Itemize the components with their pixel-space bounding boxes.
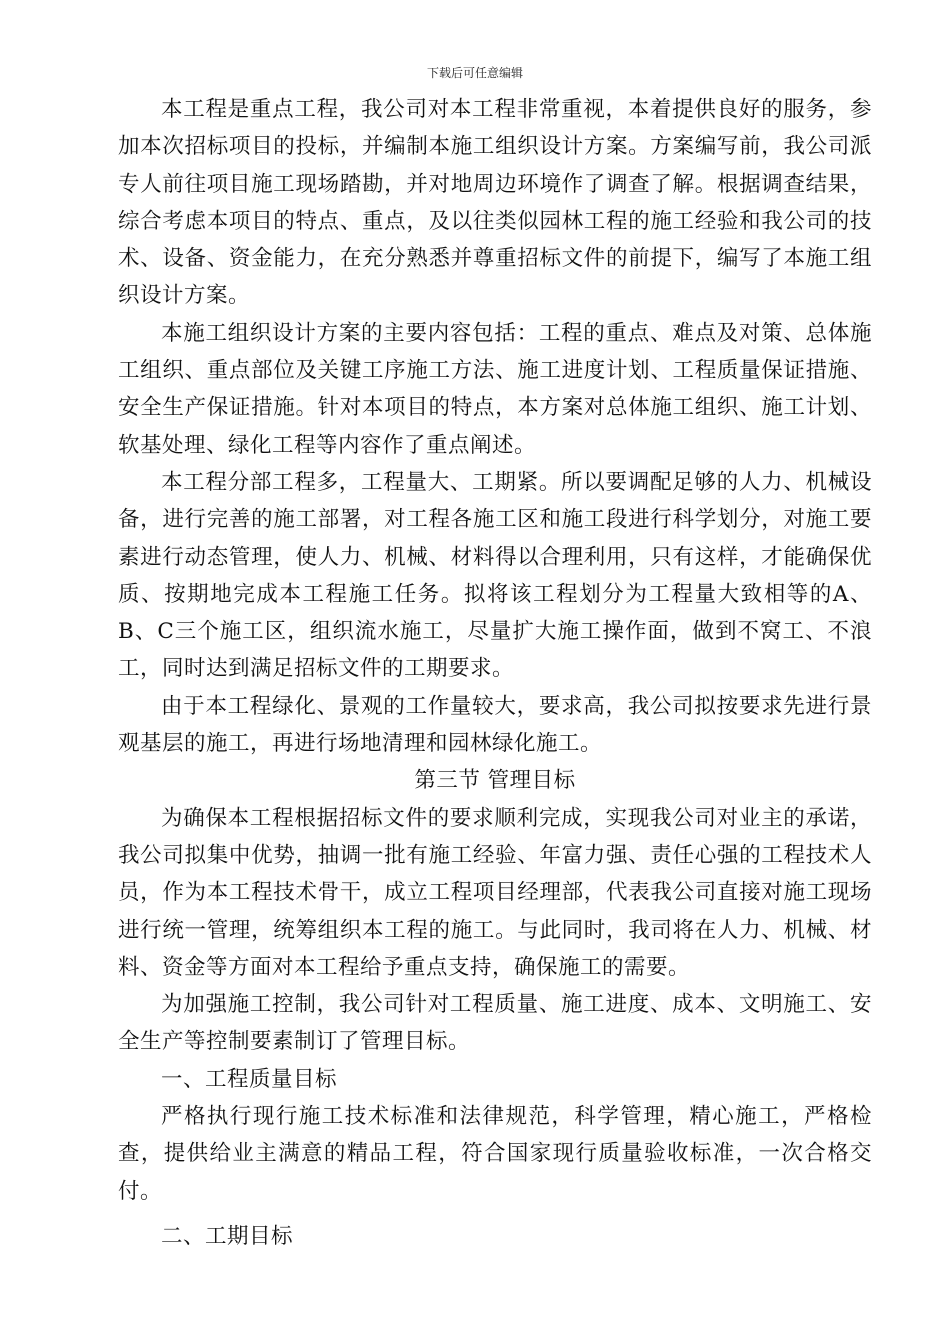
paragraph-control-targets: 为加强施工控制，我公司针对工程质量、施工进度、成本、文明施工、安全生产等控制要素制订了管理目标。 xyxy=(118,992,872,1055)
spacer xyxy=(118,1210,872,1218)
paragraph-management-commitment: 为确保本工程根据招标文件的要求顺利完成，实现我公司对业主的承诺，我公司拟集中优势，抽调一批有施工经验、年富力强、责任心强的工程技术人员，作为本工程技术骨干，成立工程项目经理部，代表我公司直接对施工现场进行统一管理，统筹组织本工程的施工。与此同时，我司将在人力、机械、材料、资金等方面对本工程给予重点支持，确保施工的需要。 xyxy=(118,805,872,980)
paragraph-plan-contents: 本施工组织设计方案的主要内容包括：工程的重点、难点及对策、总体施工组织、重点部位及关键工序施工方法、施工进度计划、工程质量保证措施、安全生产保证措施。针对本项目的特点，本方案对总体施工组织、施工计划、软基处理、绿化工程等内容作了重点阐述。 xyxy=(118,320,872,458)
paragraph-landscape-order: 由于本工程绿化、景观的工作量较大，要求高，我公司拟按要求先进行景观基层的施工，再进行场地清理和园林绿化施工。 xyxy=(118,693,872,757)
paragraph-quality-target: 严格执行现行施工技术标准和法律规范，科学管理，精心施工，严格检查，提供给业主满意的精品工程，符合国家现行质量验收标准，一次合格交付。 xyxy=(118,1104,872,1204)
paragraph-intro: 本工程是重点工程，我公司对本工程非常重视，本着提供良好的服务，参加本次招标项目的投标，并编制本施工组织设计方案。方案编写前，我公司派专人前往项目施工现场踏勘，并对地周边环境作了调查了解。根据调查结果，综合考虑本项目的特点、重点，及以往类似园林工程的施工经验和我公司的技术、设备、资金能力，在充分熟悉并尊重招标文件的前提下，编写了本施工组织设计方案。 xyxy=(118,97,872,309)
heading-schedule-target: 二、工期目标 xyxy=(161,1223,294,1249)
paragraph-deployment: 本工程分部工程多，工程量大、工期紧。所以要调配足够的人力、机械设备，进行完善的施工部署，对工程各施工区和施工段进行科学划分，对施工要素进行动态管理，使人力、机械、材料得以合理利用，只有这样，才能确保优质、按期地完成本工程施工任务。拟将该工程划分为工程量大致相等的A、B、C三个施工区，组织流水施工，尽量扩大施工操作面，做到不窝工、不浪工，同时达到满足招标文件的工期要求。 xyxy=(118,469,872,682)
heading-quality-target: 一、工程质量目标 xyxy=(161,1066,338,1092)
page-header-note: 下载后可任意编辑 xyxy=(426,66,523,80)
document-body xyxy=(118,91,872,1255)
section-title: 第三节 管理目标 xyxy=(414,768,576,794)
